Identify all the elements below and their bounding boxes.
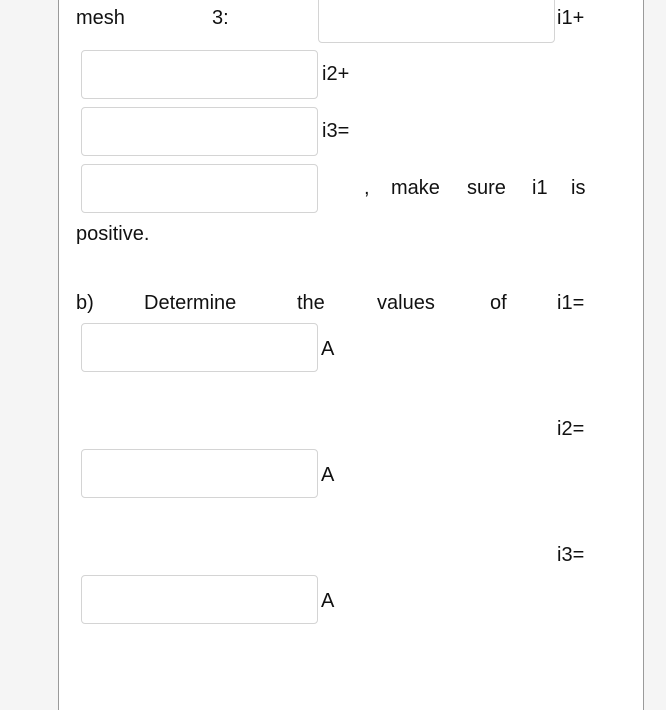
i1-value-input[interactable] (81, 323, 318, 372)
term-i2-plus: i2+ (322, 63, 350, 85)
instruction-comma: , (364, 177, 370, 199)
part-b-word-the: the (297, 292, 325, 314)
mesh-number: 3: (212, 7, 229, 29)
mesh3-rhs-input[interactable] (81, 164, 318, 213)
i3-value-input[interactable] (81, 575, 318, 624)
mesh-label: mesh (76, 7, 125, 29)
i2-unit: A (321, 464, 335, 486)
instruction-word-make: make (391, 177, 440, 199)
i1-unit: A (321, 338, 335, 360)
mesh3-coef-i1-input[interactable] (318, 0, 555, 43)
i2-label: i2= (557, 418, 585, 440)
i1-label: i1= (557, 292, 585, 314)
i2-value-input[interactable] (81, 449, 318, 498)
instruction-word-i1: i1 (532, 177, 548, 199)
term-i1-plus: i1+ (557, 7, 585, 29)
instruction-positive: positive. (76, 223, 150, 245)
mesh3-coef-i2-input[interactable] (81, 50, 318, 99)
part-b-word-of: of (490, 292, 507, 314)
i3-unit: A (321, 590, 335, 612)
term-i3-equals: i3= (322, 120, 350, 142)
instruction-word-sure: sure (467, 177, 506, 199)
instruction-word-is: is (571, 177, 586, 199)
part-b-label: b) (76, 292, 94, 314)
part-b-word-values: values (377, 292, 435, 314)
i3-label: i3= (557, 544, 585, 566)
part-b-word-determine: Determine (144, 292, 237, 314)
mesh3-coef-i3-input[interactable] (81, 107, 318, 156)
